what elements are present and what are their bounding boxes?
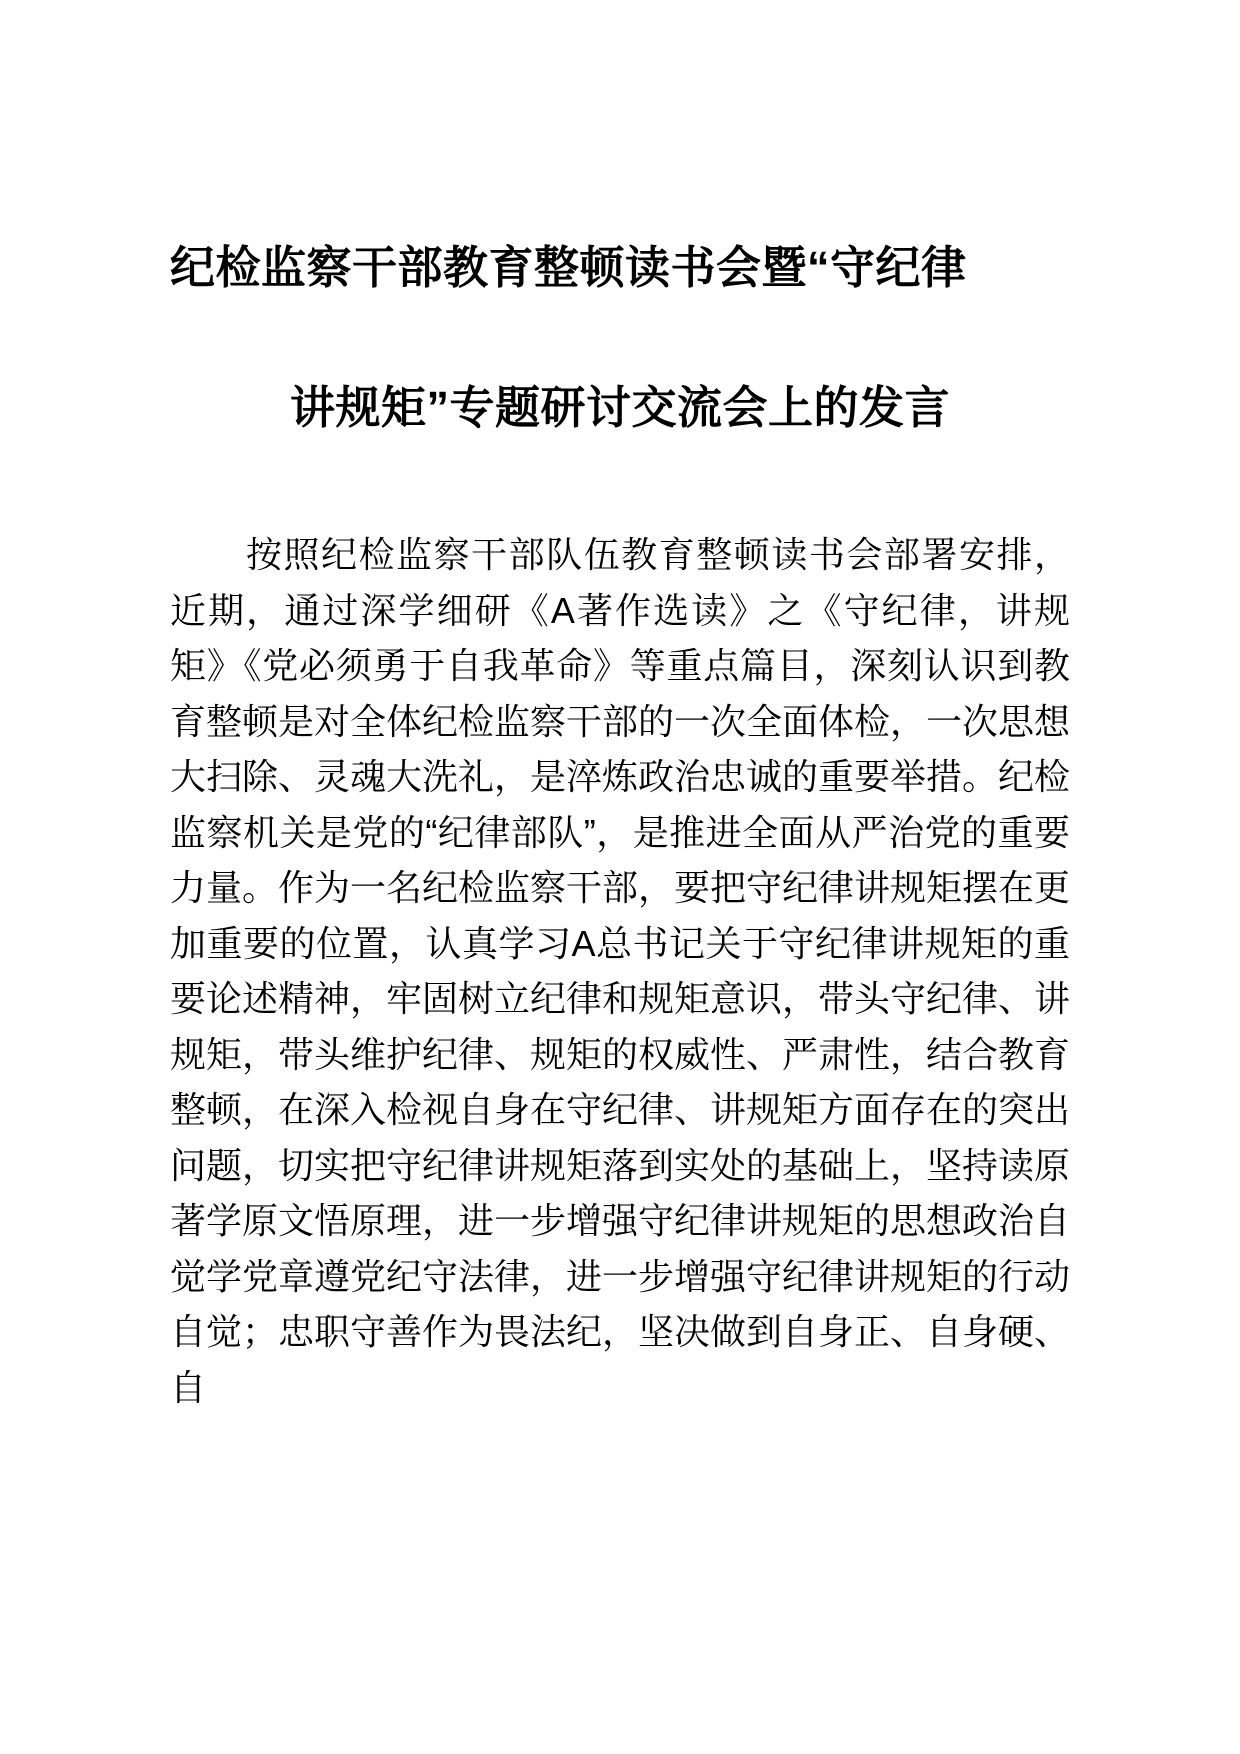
page-title-line-1: 纪检监察干部教育整顿读书会暨“守纪律 xyxy=(170,242,967,294)
page-title xyxy=(170,198,1070,478)
body-paragraph: 按照纪检监察干部队伍教育整顿读书会部署安排，近期，通过深学细研《A著作选读》之《守纪律，讲规矩》《党必须勇于自我革命》等重点篇目，深刻认识到教育整顿是对全体纪检监察干部的一次全面体检，一次思想大扫除、灵魂大洗礼，是淬炼政治忠诚的重要举措。纪检监察机关是党的“纪律部队”，是推进全面从严治党的重要力量。作为一名纪检监察干部，要把守纪律讲规矩摆在更加重要的位置，认真学习A总书记关于守纪律讲规矩的重要论述精神，牢固树立纪律和规矩意识，带头守纪律、讲规矩，带头维护纪律、规矩的权威性、严肃性，结合教育整顿，在深入检视自身在守纪律、讲规矩方面存在的突出问题，切实把守纪律讲规矩落到实处的基础上，坚持读原著学原文悟原理，进一步增强守纪律讲规矩的思想政治自觉学党章遵党纪守法律，进一步增强守纪律讲规矩的行动自觉；忠职守善作为畏法纪，坚决做到自身正、自身硬、自 xyxy=(170,534,1071,1408)
page-title-line-2: 讲规矩”专题研讨交流会上的发言 xyxy=(289,382,950,434)
document-body xyxy=(170,527,1070,1415)
